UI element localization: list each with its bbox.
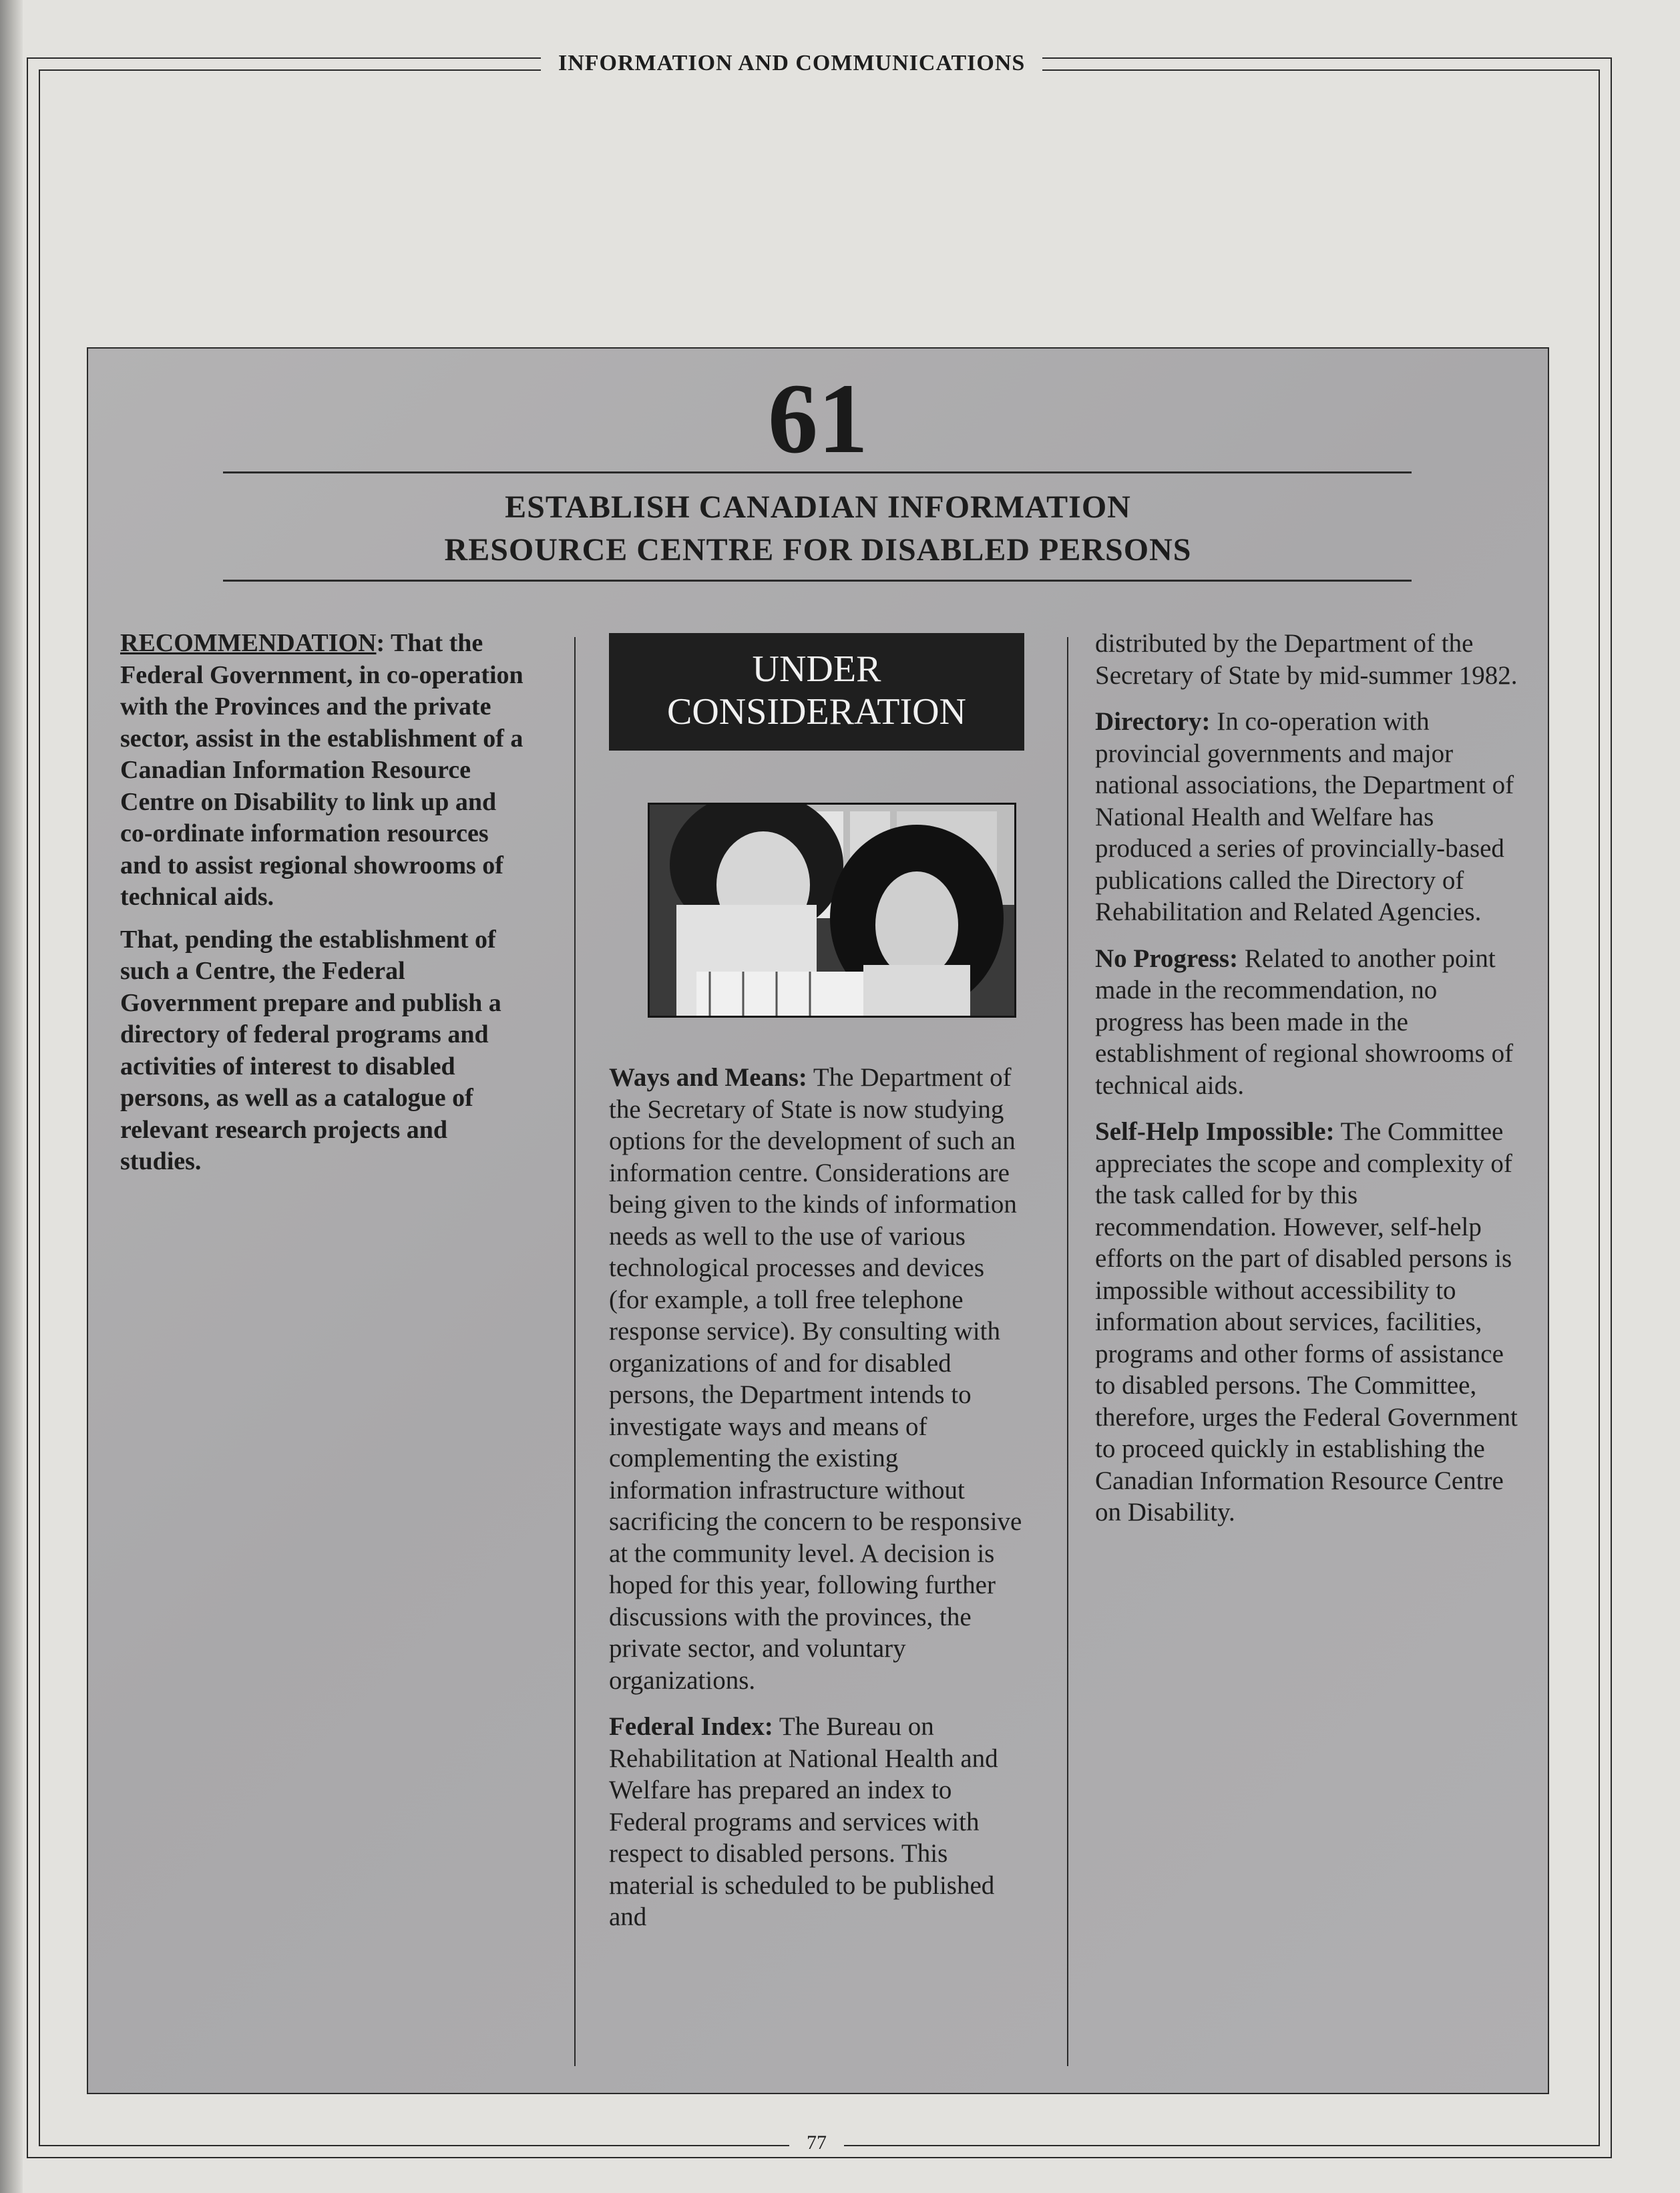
photo-two-women-at-desk [648, 803, 1016, 1018]
ways-and-means-paragraph [609, 1062, 1023, 1696]
status-line-1: UNDER [752, 648, 881, 690]
federal-index-body: The Bureau on Rehabilitation at National Health and Welfare has prepared an index to Federal programs and services with respect to disabled persons. This material is scheduled to be published and [609, 1712, 998, 1931]
status-line-2: CONSIDERATION [667, 691, 966, 733]
recommendation-paragraph-1 [120, 628, 534, 914]
right-column [1095, 628, 1522, 1543]
recommendation-title [88, 486, 1548, 572]
page-number: 77 [789, 2132, 844, 2154]
recommendation-label: RECOMMENDATION [120, 629, 377, 657]
title-rule-bottom [223, 580, 1412, 582]
no-progress-heading: No Progress: [1095, 944, 1239, 973]
recommendation-paragraph-2: That, pending the establishment of such a Centre, the Federal Government prepare and publish a directory of federal programs and activities of interest to disabled persons, as well as a catalogue of relevant research projects and studies. [120, 925, 501, 1175]
no-progress-body: Related to another point made in the recommendation, no progress has been made in the establishment of regional showrooms of technical aids. [1095, 944, 1514, 1100]
self-help-body: The Committee appreciates the scope and complexity of the task called for by this recommendation. However, self-help efforts on the part of disabled persons is impossible without accessibility to information about services, facilities, programs and other forms of assistance to disabled persons. The Committee, therefore, urges the Federal Government to proceed quickly in establishing the Canadian Information Resource Centre on Disability. [1095, 1117, 1518, 1527]
recommendation-number: 61 [768, 363, 868, 474]
title-rule-top [223, 471, 1412, 473]
book-spine-shadow [0, 0, 23, 2193]
title-line-2: RESOURCE CENTRE FOR DISABLED PERSONS [444, 532, 1192, 568]
running-header: INFORMATION AND COMMUNICATIONS [541, 51, 1042, 76]
directory-paragraph [1095, 706, 1522, 928]
column-divider [574, 637, 576, 2066]
ways-and-means-heading: Ways and Means: [609, 1063, 807, 1092]
self-help-paragraph [1095, 1116, 1522, 1529]
column-divider [1067, 637, 1068, 2066]
title-line-1: ESTABLISH CANADIAN INFORMATION [505, 489, 1131, 525]
continued-paragraph: distributed by the Department of the Secretary of State by mid-summer 1982. [1095, 629, 1518, 690]
federal-index-paragraph [609, 1711, 1023, 1933]
recommendation-column [120, 628, 534, 1189]
recommendation-text-1: : That the Federal Government, in co-operation with the Provinces and the private sector, assist in the establishment of a Canadian Information Resource Centre on Disability to link up and co-ordinate information resources and to assist regional showrooms of technical aids. [120, 629, 523, 911]
middle-column [609, 1062, 1023, 1948]
no-progress-paragraph [1095, 943, 1522, 1102]
self-help-heading: Self-Help Impossible: [1095, 1117, 1335, 1146]
status-badge [609, 633, 1024, 751]
recommendation-panel [87, 347, 1549, 2094]
directory-heading: Directory: [1095, 707, 1211, 736]
ways-and-means-body: The Department of the Secretary of State is now studying options for the development of such an information centre. Considerations are being given to the kinds of information needs as well to the use of various technological processes and devices (for example, a toll free telephone response service). By consulting with organizations of and for disabled persons, the Department intends to investigate ways and means of complementing the existing information infrastructure without sacrificing the concern to be responsive at the community level. A decision is hoped for this year, following further discussions with the provinces, the private sector, and voluntary organizations. [609, 1063, 1022, 1695]
directory-body: In co-operation with provincial governments and major national associations, the Department of National Health and Welfare has produced a series of provincially-based publications called the Directory of Rehabilitation and Related Agencies. [1095, 707, 1514, 926]
federal-index-heading: Federal Index: [609, 1712, 773, 1741]
